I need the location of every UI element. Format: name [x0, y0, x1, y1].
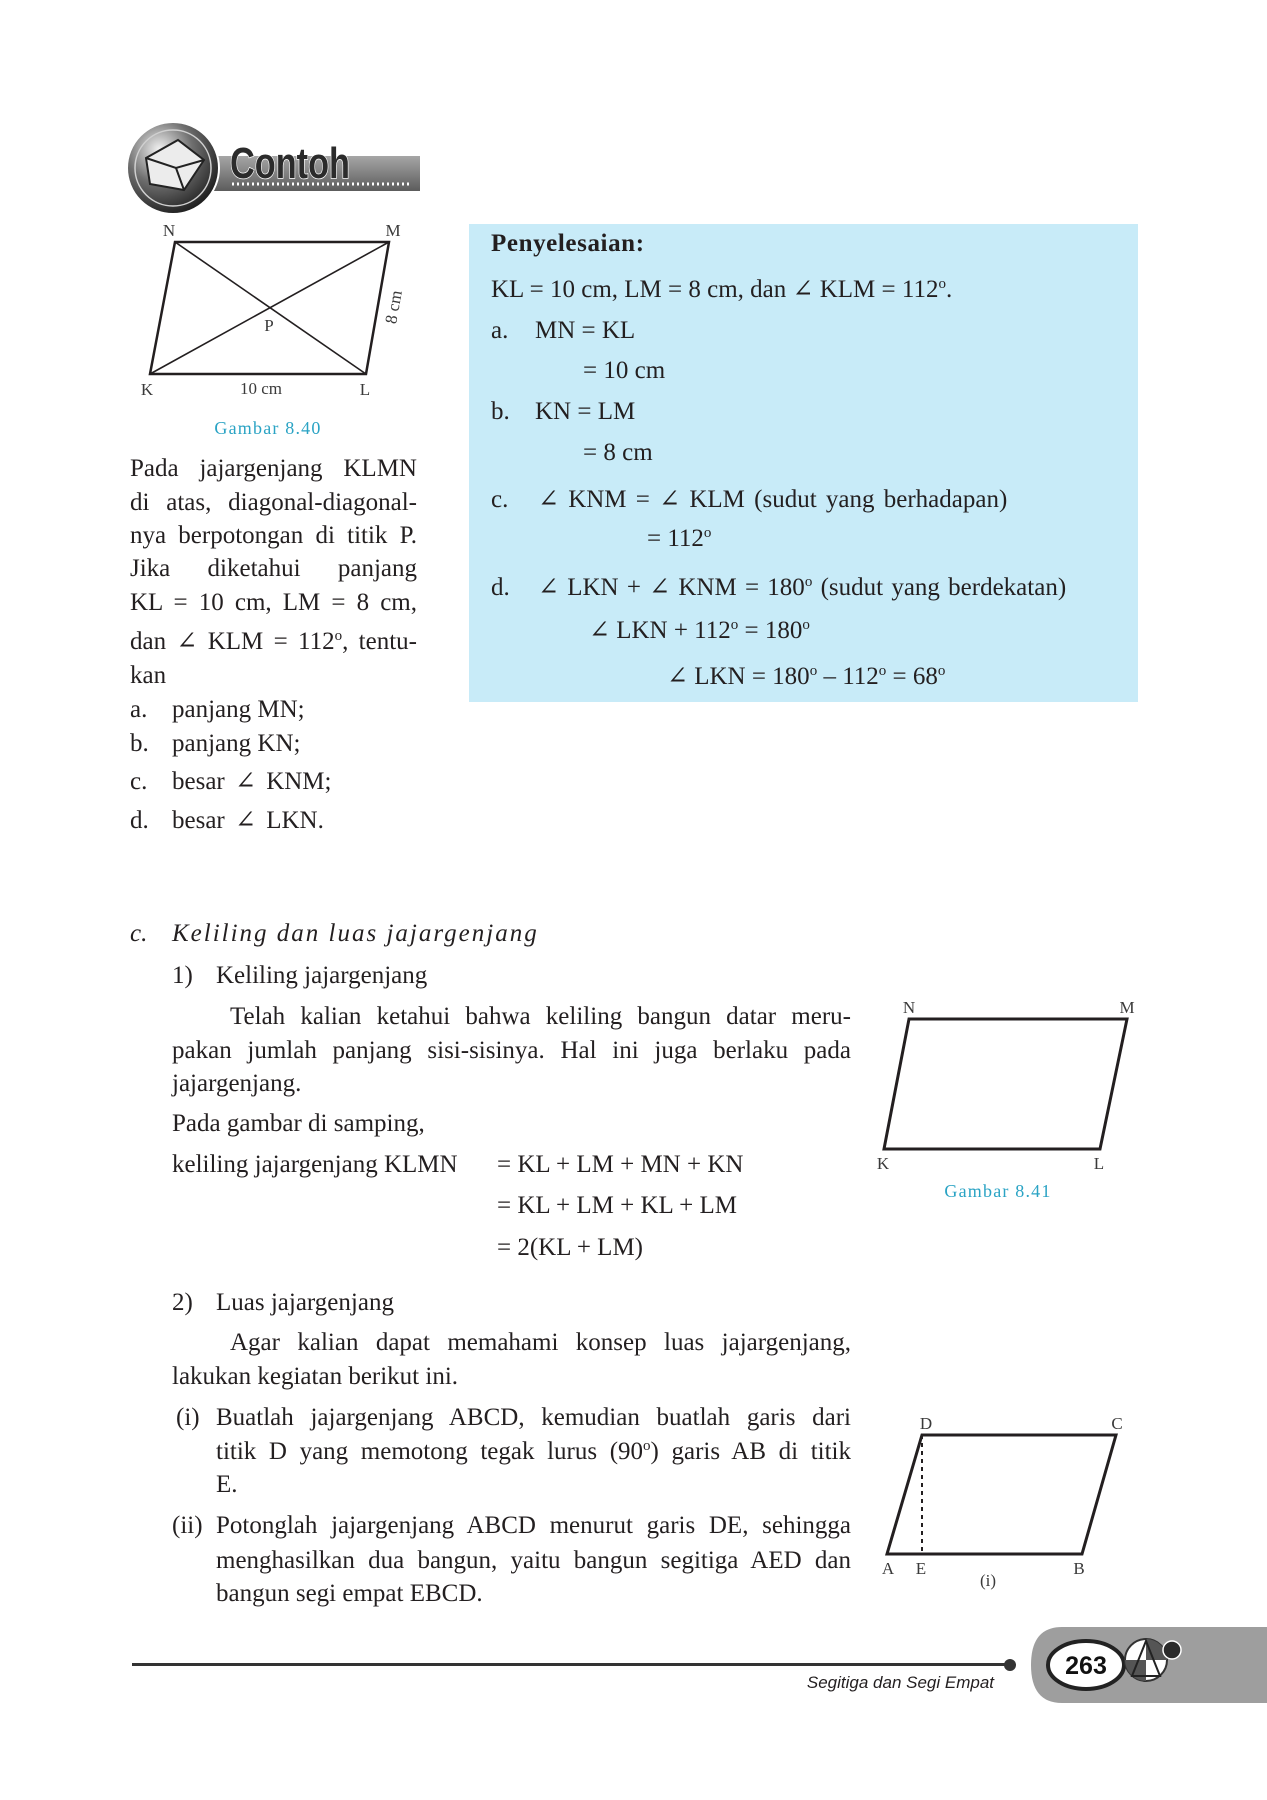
solution-text: ∠ LKN = 180 [667, 663, 810, 690]
solution-step: = 10 cm [583, 357, 666, 384]
problem-text: dan ∠ KLM = 112 [130, 628, 335, 655]
paragraph-line: jajargenjang. [172, 1070, 302, 1097]
problem-line: Jika diketahui panjang [130, 555, 417, 582]
contoh-emblem-icon [127, 122, 219, 214]
problem-line: Pada jajargenjang KLMN [130, 455, 417, 482]
solution-text: – 112 [817, 663, 879, 690]
vertex-label-e: E [915, 1559, 927, 1578]
diagonal-nl [175, 242, 366, 374]
solution-text: (sudut yang berdekatan) [812, 574, 1067, 601]
parallelogram-klmn [884, 1019, 1127, 1149]
figure-caption: Gambar 8.41 [944, 1181, 1052, 1201]
base-length-label: 10 cm [239, 379, 283, 398]
vertex-label-m: M [1119, 998, 1135, 1017]
figure-8-40 [120, 215, 440, 440]
solution-marker: c. [491, 486, 509, 513]
formula-step: = KL + LM + MN + KN [497, 1151, 744, 1178]
solution-step: ∠ KNM = ∠ KLM (sudut yang berhadapan) [538, 486, 1008, 513]
vertex-label-k: K [876, 1154, 890, 1173]
degree-mark: o [878, 663, 887, 679]
section-marker: c. [130, 920, 148, 947]
list-item: panjang MN; [172, 696, 305, 723]
list-marker: d. [130, 807, 149, 834]
intersection-label-p: P [264, 316, 274, 335]
step-line: Buatlah jajargenjang ABCD, kemudian buatlah garis dari [216, 1404, 851, 1431]
solution-step [589, 616, 810, 646]
paragraph-line: lakukan kegiatan berikut ini. [172, 1363, 459, 1390]
degree-mark: o [804, 574, 813, 590]
step-line: menghasilkan dua bangun, yaitu bangun segitiga AED dan [216, 1547, 851, 1574]
footer-rule-dot [1004, 1659, 1016, 1671]
solution-text: . [945, 276, 953, 303]
formula-step: = KL + LM + KL + LM [497, 1192, 737, 1219]
formula-lhs: keliling jajargenjang KLMN [172, 1151, 458, 1178]
solution-text: = 112 [647, 525, 704, 552]
step-line [216, 1437, 851, 1467]
problem-line: nya berpotongan di titik P. [130, 522, 417, 549]
solution-step: KN = LM [535, 398, 636, 425]
solution-marker: a. [491, 317, 509, 344]
paragraph-line: Pada gambar di samping, [172, 1110, 425, 1137]
vertex-label-n: N [162, 221, 176, 240]
footer-band [1000, 1620, 1267, 1710]
subsection-title: Keliling jajargenjang [216, 962, 428, 989]
subsection-title: Luas jajargenjang [216, 1289, 394, 1316]
solution-text: = 180 [738, 617, 803, 644]
solution-text: KL = 10 cm, LM = 8 cm, dan ∠ KLM = 112 [491, 276, 939, 303]
solution-step [667, 662, 945, 692]
solution-step: MN = KL [535, 317, 636, 344]
list-item: besar ∠ LKN. [172, 807, 324, 834]
solution-heading: Penyelesaian: [491, 230, 645, 257]
degree-mark: o [802, 617, 810, 633]
page-number: 263 [1065, 1652, 1107, 1680]
problem-text: , tentu- [342, 628, 417, 655]
header-title: Contoh [230, 139, 350, 188]
degree-mark: o [643, 1438, 651, 1454]
figure-i [870, 1410, 1140, 1595]
figure-8-41 [860, 990, 1150, 1205]
solution-given [491, 275, 952, 305]
problem-line: KL = 10 cm, LM = 8 cm, [130, 589, 417, 616]
solution-text: ∠ LKN + ∠ KNM = 180 [538, 574, 805, 601]
degree-mark: o [730, 617, 739, 633]
list-marker: b. [130, 730, 149, 757]
step-text: ) garis AB di titik [650, 1438, 851, 1465]
formula-step: = 2(KL + LM) [497, 1234, 643, 1261]
list-marker: a. [130, 696, 148, 723]
subsection-marker: 1) [172, 962, 193, 989]
list-item: besar ∠ KNM; [172, 768, 332, 795]
problem-line: kan [130, 662, 167, 689]
degree-mark: o [809, 663, 818, 679]
degree-mark: o [703, 525, 712, 541]
paragraph-line: pakan jumlah panjang sisi-sisinya. Hal ini juga berlaku pada [172, 1037, 851, 1064]
vertex-label-l: L [1093, 1154, 1105, 1173]
solution-step [538, 573, 1066, 603]
step-marker: (i) [176, 1404, 200, 1431]
vertex-label-b: B [1073, 1559, 1085, 1578]
step-line: E. [216, 1471, 238, 1498]
paragraph-line: Telah kalian ketahui bahwa keliling bangun datar meru- [230, 1003, 851, 1030]
footer-rule [132, 1663, 1010, 1666]
solution-marker: d. [491, 574, 510, 601]
section-title: Keliling dan luas jajargenjang [172, 920, 539, 947]
side-length-label: 8 cm [381, 288, 406, 326]
subsection-marker: 2) [172, 1289, 193, 1316]
figure-caption: Gambar 8.40 [214, 418, 322, 438]
running-title: Segitiga dan Segi Empat [806, 1673, 994, 1692]
problem-line: di atas, diagonal-diagonal- [130, 489, 417, 516]
list-marker: c. [130, 768, 148, 795]
step-line: Potonglah jajargenjang ABCD menurut garis DE, sehingga [216, 1512, 851, 1539]
contoh-header [120, 110, 430, 225]
degree-mark: o [334, 628, 343, 644]
vertex-label-l: L [359, 380, 371, 399]
step-line: bangun segi empat EBCD. [216, 1580, 483, 1607]
solution-text: ∠ LKN + 112 [589, 617, 731, 644]
degree-mark: o [938, 276, 946, 292]
vertex-label-c: C [1111, 1414, 1123, 1433]
solution-marker: b. [491, 398, 510, 425]
vertex-label-m: M [385, 221, 401, 240]
degree-mark: o [937, 663, 946, 679]
solution-step [647, 524, 711, 554]
paragraph-line: Agar kalian dapat memahami konsep luas jajargenjang, [230, 1329, 851, 1356]
solution-text: = 68 [886, 663, 938, 690]
vertex-label-a: A [881, 1559, 895, 1578]
vertex-label-n: N [902, 998, 916, 1017]
list-item: panjang KN; [172, 730, 301, 757]
step-marker: (ii) [172, 1512, 203, 1539]
vertex-label-d: D [919, 1414, 933, 1433]
vertex-label-k: K [140, 380, 154, 399]
step-text: titik D yang memotong tegak lurus (90 [216, 1438, 644, 1465]
figure-caption: (i) [979, 1571, 997, 1590]
solution-step: = 8 cm [583, 439, 653, 466]
problem-line-angle [130, 627, 417, 657]
